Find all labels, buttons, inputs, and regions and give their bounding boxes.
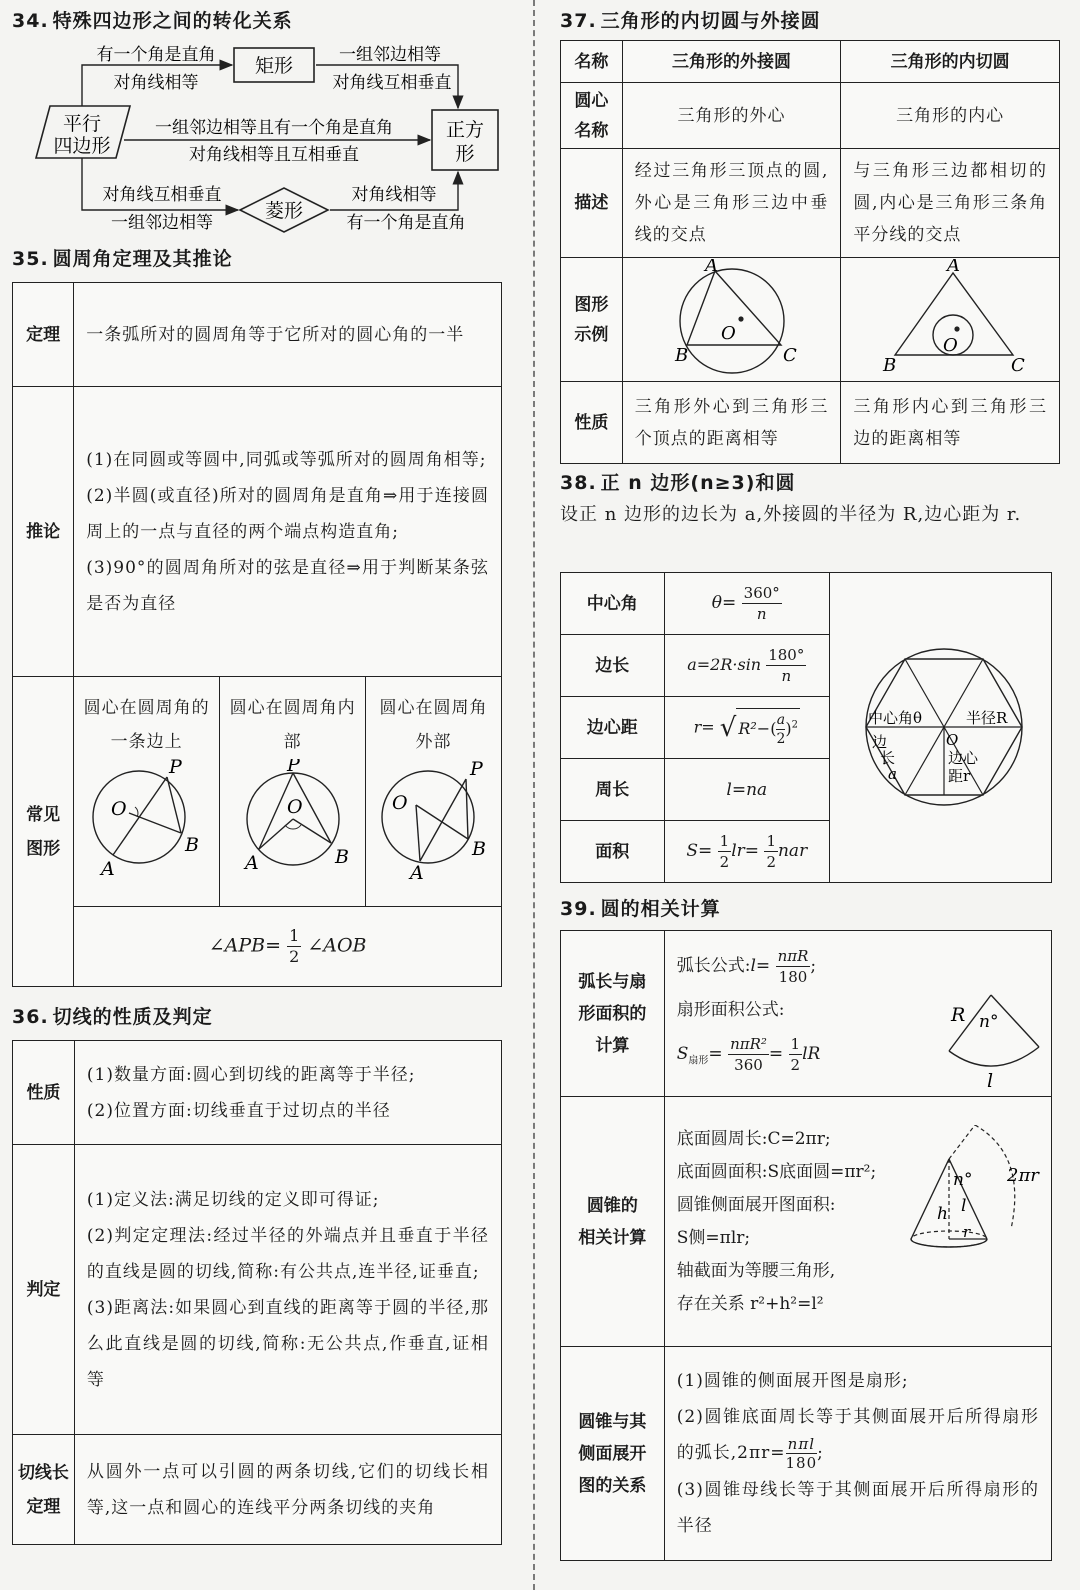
corollary-3: (3)90°的圆周角所对的弦是直径⇒用于判断某条弦是否为直径: [86, 557, 489, 614]
cone-relation-3: (3)圆锥母线长等于其侧面展开后所得扇形的半径: [676, 1480, 1039, 1536]
svg-text:C: C: [1011, 354, 1025, 376]
circumcircle-figure-cell: [622, 258, 841, 382]
label-rect-sq-top: 一组邻边相等: [339, 45, 441, 65]
svg-text:l: l: [961, 1196, 967, 1216]
cone-line-3: 圆锥侧面展开图面积:: [676, 1194, 836, 1215]
cone-calc-label: 圆锥的 相关计算: [561, 1097, 665, 1347]
theorem-text: 一条弧所对的圆周角等于它所对的圆心角的一半: [74, 283, 502, 387]
incircle-figure-cell: [841, 258, 1060, 382]
figure-example-label: 图形 示例: [561, 258, 623, 382]
perimeter-formula: l=na: [664, 759, 830, 821]
caption-inside: 圆心在圆周角内部: [229, 698, 356, 752]
svg-text:n°: n°: [979, 1012, 999, 1032]
regular-polygon-table: [560, 572, 1052, 883]
label-p-rh-bottom: 一组邻边相等: [111, 213, 213, 233]
cone-unfold-cell: [664, 1347, 1051, 1561]
theorem-label: 定理: [13, 283, 74, 387]
section-39-title: 39. 圆的相关计算: [560, 898, 721, 920]
svg-text:O: O: [720, 322, 736, 344]
label-p-rect-bottom: 对角线相等: [113, 73, 199, 93]
svg-text:O: O: [943, 334, 958, 356]
cone-figure: [887, 1125, 1047, 1255]
svg-text:长: 长: [879, 748, 895, 767]
col-name-header: 名称: [561, 41, 623, 83]
tangent-length-label: 切线长 定理: [13, 1435, 75, 1545]
tangent-property-label: 性质: [13, 1041, 75, 1145]
regular-polygon-intro: 设正 n 边形的边长为 a,外接圆的半径为 R,边心距为 r.: [560, 504, 1022, 525]
svg-text:A: A: [947, 258, 961, 276]
figure-cell-inside: [220, 677, 366, 907]
tangent-property-1: (1)数量方面:圆心到切线的距离等于半径;: [86, 1064, 416, 1085]
figures-label: 常见 图形: [13, 677, 74, 987]
label-rh-sq-bottom: 有一个角是直角: [346, 213, 466, 233]
svg-text:B: B: [471, 838, 486, 860]
incircle-figure: [875, 259, 1025, 377]
label-p-sq-bottom: 对角线相等且互相垂直: [189, 145, 359, 165]
column-divider: [533, 0, 535, 1590]
section-36-title: 36. 切线的性质及判定: [12, 1006, 213, 1028]
square-label-1: 正方: [445, 119, 485, 141]
svg-text:P: P: [168, 759, 182, 778]
incenter-text: 三角形的内心: [841, 83, 1060, 149]
svg-text:半径R: 半径R: [965, 708, 1007, 727]
svg-text:O: O: [945, 730, 958, 749]
incircle-property: 三角形内心到三角形三边的距离相等: [841, 382, 1060, 464]
svg-text:B: B: [674, 344, 688, 366]
section-35-title: 35. 圆周角定理及其推论: [12, 248, 233, 270]
corollary-label: 推论: [13, 387, 74, 677]
corollary-1: (1)在同圆或等圆中,同弧或等弧所对的圆周角相等;: [86, 449, 487, 470]
cone-line-1: 底面圆周长:C=2πr;: [676, 1128, 831, 1149]
center-name-label: 圆心 名称: [561, 83, 623, 149]
central-angle-label: 中心角: [561, 573, 665, 635]
circle-triangle-table: [560, 40, 1060, 464]
svg-text:A: A: [244, 852, 259, 874]
label-p-sq-top: 一组邻边相等且有一个角是直角: [155, 118, 393, 138]
tangent-criterion-3: (3)距离法:如果圆心到直线的距离等于圆的半径,那么此直线是圆的切线,简称:无公共点,作垂直,证相等: [86, 1297, 489, 1390]
caption-outside: 圆心在圆周角外部: [379, 698, 488, 752]
tangent-table: [12, 1040, 502, 1545]
corollary-cell: [74, 387, 502, 677]
cone-line-2: 底面圆面积:S底面圆=πr²;: [676, 1161, 877, 1182]
section-34-title: 34. 特殊四边形之间的转化关系: [12, 10, 293, 32]
cone-relation-2: (2)圆锥底面周长等于其侧面展开后所得扇形的弧长,2πr= nπl 180 ;: [676, 1407, 1039, 1472]
tangent-criterion-1: (1)定义法:满足切线的定义即可得证;: [86, 1189, 380, 1210]
inscribed-angle-table: [12, 282, 502, 987]
area-formula: S= $\frac{1}{2}$ lr= $\frac{1}{2}$ nar: [664, 821, 830, 883]
hexagon-figure: [836, 641, 1046, 811]
hexagon-figure-cell: [830, 573, 1052, 883]
quadrilateral-flow-diagram: [12, 38, 508, 248]
svg-text:A: A: [704, 258, 718, 276]
apothem-label: 边心距: [561, 697, 665, 759]
label-rh-sq-top: 对角线相等: [351, 185, 437, 205]
svg-text:B: B: [334, 846, 349, 868]
figure-cell-outside: [366, 677, 502, 907]
perimeter-label: 周长: [561, 759, 665, 821]
svg-text:O: O: [110, 798, 127, 820]
inscribed-angle-formula: ∠APB= $\frac{1}{2}$ ∠AOB: [74, 907, 502, 987]
figure-cell-edge: [74, 677, 220, 907]
cone-unfold-label: 圆锥与其 侧面展开 图的关系: [561, 1347, 665, 1561]
circumcenter-text: 三角形的外心: [622, 83, 841, 149]
corollary-2: (2)半圆(或直径)所对的圆周角是直角⇒用于连接圆周上的一点与直径的两个端点构造直角;: [86, 485, 489, 542]
svg-text:R: R: [951, 1004, 966, 1026]
svg-text:距r: 距r: [947, 766, 970, 785]
figure-center-on-edge: [77, 759, 217, 881]
parallelogram-label-1: 平行: [62, 113, 102, 135]
tangent-property-2: (2)位置方面:切线垂直于过切点的半径: [86, 1100, 391, 1121]
svg-text:P: P: [469, 759, 483, 780]
cone-line-4: S侧=πlr;: [676, 1227, 751, 1248]
svg-text:O: O: [391, 792, 408, 814]
section-37-title: 37. 三角形的内切圆与外接圆: [560, 10, 821, 32]
arc-sector-label: 弧长与扇 形面积的 计算: [561, 931, 665, 1097]
svg-text:A: A: [409, 862, 424, 881]
section-38-title: 38. 正 n 边形(n≥3)和圆: [560, 472, 796, 494]
circumcircle-property: 三角形外心到三角形三个顶点的距离相等: [622, 382, 841, 464]
label-p-rect-top: 有一个角是直角: [96, 45, 216, 65]
side-length-label: 边长: [561, 635, 665, 697]
svg-text:r: r: [963, 1223, 971, 1241]
label-rect-sq-bottom: 对角线互相垂直: [332, 73, 452, 93]
cone-line-5: 轴截面为等腰三角形,: [676, 1260, 836, 1281]
col-circumcircle-header: 三角形的外接圆: [622, 41, 841, 83]
circumcircle-figure: [657, 259, 807, 377]
central-angle-formula: θ= $\frac{360^\circ}{n}$: [664, 573, 830, 635]
svg-text:B: B: [184, 834, 199, 856]
svg-text:C: C: [782, 344, 797, 366]
arc-sector-cell: [664, 931, 1051, 1097]
cone-line-6: 存在关系 r²+h²=l²: [676, 1293, 824, 1314]
svg-text:a: a: [887, 764, 897, 783]
svg-text:中心角θ: 中心角θ: [867, 708, 922, 727]
tangent-criteria-cell: [74, 1145, 501, 1435]
rectangle-label: 矩形: [254, 55, 294, 77]
circle-calc-table: [560, 930, 1052, 1561]
svg-text:h: h: [937, 1204, 948, 1224]
figure-center-inside: [223, 759, 363, 881]
parallelogram-label-2: 四边形: [53, 135, 111, 157]
col-incircle-header: 三角形的内切圆: [841, 41, 1060, 83]
svg-text:l: l: [987, 1070, 994, 1091]
svg-text:边心: 边心: [947, 748, 978, 767]
area-label: 面积: [561, 821, 665, 883]
svg-text:O: O: [286, 796, 303, 818]
incircle-description: 与三角形三边都相切的圆,内心是三角形三条角平分线的交点: [841, 149, 1060, 258]
tangent-property-cell: [74, 1041, 501, 1145]
side-length-formula: a=2R·sin $\frac{180^\circ}{n}$: [664, 635, 830, 697]
tangent-criterion-2: (2)判定定理法:经过半径的外端点并且垂直于半径的直线是圆的切线,简称:有公共点,连半径,证垂直;: [86, 1225, 489, 1282]
apothem-formula: r= √ R²−( $\frac{a}{2}$ )$^2$: [664, 697, 830, 759]
sector-area-formula: $S_{扇形}=$ nπR² 360 = $\frac{1}{2}$ lR: [676, 1034, 821, 1074]
svg-text:P: P: [286, 759, 300, 776]
cone-calc-cell: [664, 1097, 1051, 1347]
svg-text:n°: n°: [953, 1170, 973, 1190]
svg-text:B: B: [883, 354, 897, 376]
square-label-2: 形: [455, 143, 475, 165]
figure-center-outside: [368, 759, 500, 881]
tangent-criteria-label: 判定: [13, 1145, 75, 1435]
sector-area-title: 扇形面积公式:: [676, 999, 785, 1020]
rhombus-label: 菱形: [264, 200, 304, 222]
svg-text:边: 边: [871, 732, 887, 751]
svg-text:2πr: 2πr: [1007, 1165, 1039, 1186]
description-label: 描述: [561, 149, 623, 258]
sector-figure: [935, 991, 1047, 1091]
property-label: 性质: [561, 382, 623, 464]
circumcircle-description: 经过三角形三顶点的圆,外心是三角形三边中垂线的交点: [622, 149, 841, 258]
label-p-rh-top: 对角线互相垂直: [102, 185, 222, 205]
arc-length-formula: 弧长公式:l= nπR 180 ;: [676, 946, 817, 986]
caption-edge: 圆心在圆周角的一条边上: [83, 698, 210, 752]
svg-text:A: A: [100, 858, 115, 880]
cone-relation-1: (1)圆锥的侧面展开图是扇形;: [676, 1371, 909, 1391]
tangent-length-text: 从圆外一点可以引圆的两条切线,它们的切线长相等,这一点和圆心的连线平分两条切线的夹角: [74, 1435, 501, 1545]
